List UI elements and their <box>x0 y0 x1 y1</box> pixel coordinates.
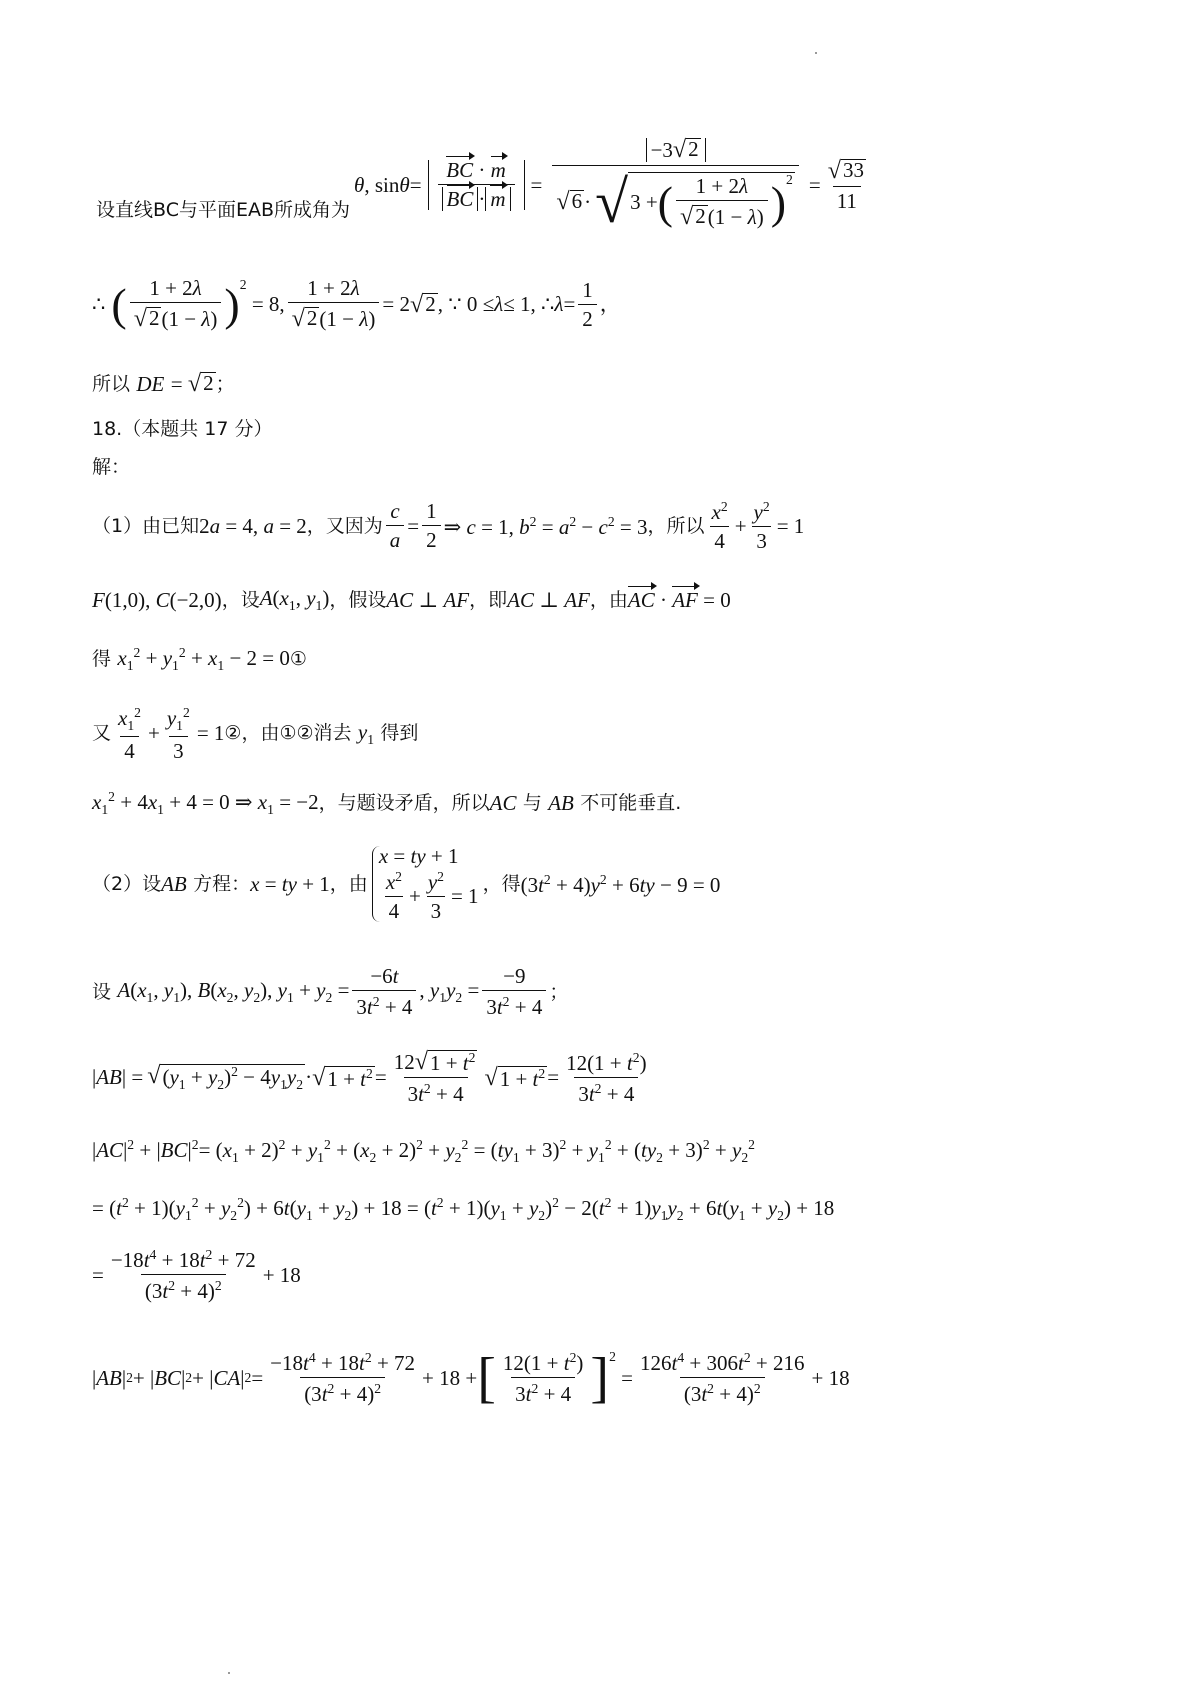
q18-header: 18.（本题共 17 分） <box>92 418 273 440</box>
p2-line1: （2）设 AB 方程： x = ty + 1 ，由 x = ty + 1 $\frac{x^2}{4}$ + $\frac{y^2}{3}$ = 1 ，得 $(3t^2 + 4)y^2 + 6ty - 9 = 0$ <box>92 844 721 923</box>
p2-line4: $|AC|^2 + |BC|^2= (x_1 + 2)^2 + y_1^2 + (x_2 + 2)^2 + y_2^2 = (ty_1 + 3)^2 + y_1^2 + (ty_2 + 3)^2 + y_2^2$ <box>92 1137 755 1166</box>
p1-line1: （1）由已知 2a = 4, a = 2 ，又因为 $\frac{c}{a}$ = $\frac{1}{2}$ ⇒ c = 1, $b^2 = a^2 - c^2 = 3$ ，所以 $\frac{x^2}{4}$ + $\frac{y^2}{3}$ = 1 <box>92 499 805 553</box>
p2-line5: = $(t^2 + 1)(y_1^2 + y_2^2) + 6t(y_1 + y_2) + 18 = (t^2 + 1)(y_1 + y_2)^2 - 2(t^2 + 1)y_1y_2 + 6t(y_1 + y_2) + 18$ <box>92 1195 835 1224</box>
p1-line2: F(1,0), C(−2,0) ，设 $A(x_1$, $y_1$) ，假设 AC ⊥ AF ，即 AC ⊥ AF ，由 AC · AF = 0 <box>92 586 731 614</box>
p2-line2: 设 $A(x_1$, $y_1$), $B(x_2$, $y_2$), $y_1 + y_2$ = $\frac{-6t}{3t^2 + 4}$ , $y_1y_2$ = $\frac{-9}{3t^2 + 4}$ ； <box>92 964 569 1019</box>
p1-line4: 又 $\frac{x_1^2}{4}$ + $\frac{y_1^2}{3}$ = 1 ②，由①②消去 $y_1$ 得到 <box>92 705 419 763</box>
p2-line6: = $\frac{-18t^4 + 18t^2 + 72}{(3t^2 + 4)^2}$ + 18 <box>92 1247 301 1303</box>
decorative-dot <box>815 52 817 54</box>
p1-line3: 得 $x_1^2 + y_1^2 + x_1 - 2 = 0$ ① <box>92 645 307 674</box>
line-angle-intro: 设直线BC与平面EAB所成角为 <box>96 198 351 221</box>
p2-line3: | AB | = √ $(y_1 + y_2)^2 - 4y_1y_2$ · √ $1 + t^2$ = 12 √ $1 + t^2$ $3t^2 + 4$ √ $1 + t^2$ = $\frac{12(1 + t^2)}{3t^2 + 4}$ <box>92 1048 647 1107</box>
eq-lambda: ∴ ( 1 + 2λ √ 2 (1 − λ) ) $^2$ = 8, 1 + 2λ √ 2 (1 − λ) = 2 √ 2 , ∵ 0 ≤ λ ≤ 1, ∴ λ = $\frac{1}{2}$ ， <box>92 276 621 332</box>
eq-sin-theta: 设直线BC与平面EAB所成角为 θ , sin θ = $\frac{BC \cdot m}{BC \cdot m}$ = −3 √ 2 √ 6 · √ 3 + ( 1 + 2λ √ 2 (1 − λ) ) $^2$ = √ 33 11 <box>96 136 864 236</box>
decorative-dot <box>228 1672 230 1674</box>
q18-solution-label: 解： <box>92 456 131 478</box>
p2-line7: | AB | 2 + | BC | 2 + | CA | 2 = $\frac{-18t^4 + 18t^2 + 72}{(3t^2 + 4)^2}$ + 18 + [ $\frac{12(1 + t^2)}{3t^2 + 4}$ ] $^2$ = $\frac{126t^4 + 306t^2 + 216}{(3t^2 + 4)^2}$ + 18 <box>92 1347 850 1409</box>
eq-de: 所以 DE = √ 2 ； <box>92 370 235 397</box>
p1-line5: $x_1^2 + 4x_1 + 4 = 0$ ⇒ $x_1 = -2$ ，与题设矛盾，所以 AC 与 AB 不可能垂直. <box>92 789 682 818</box>
